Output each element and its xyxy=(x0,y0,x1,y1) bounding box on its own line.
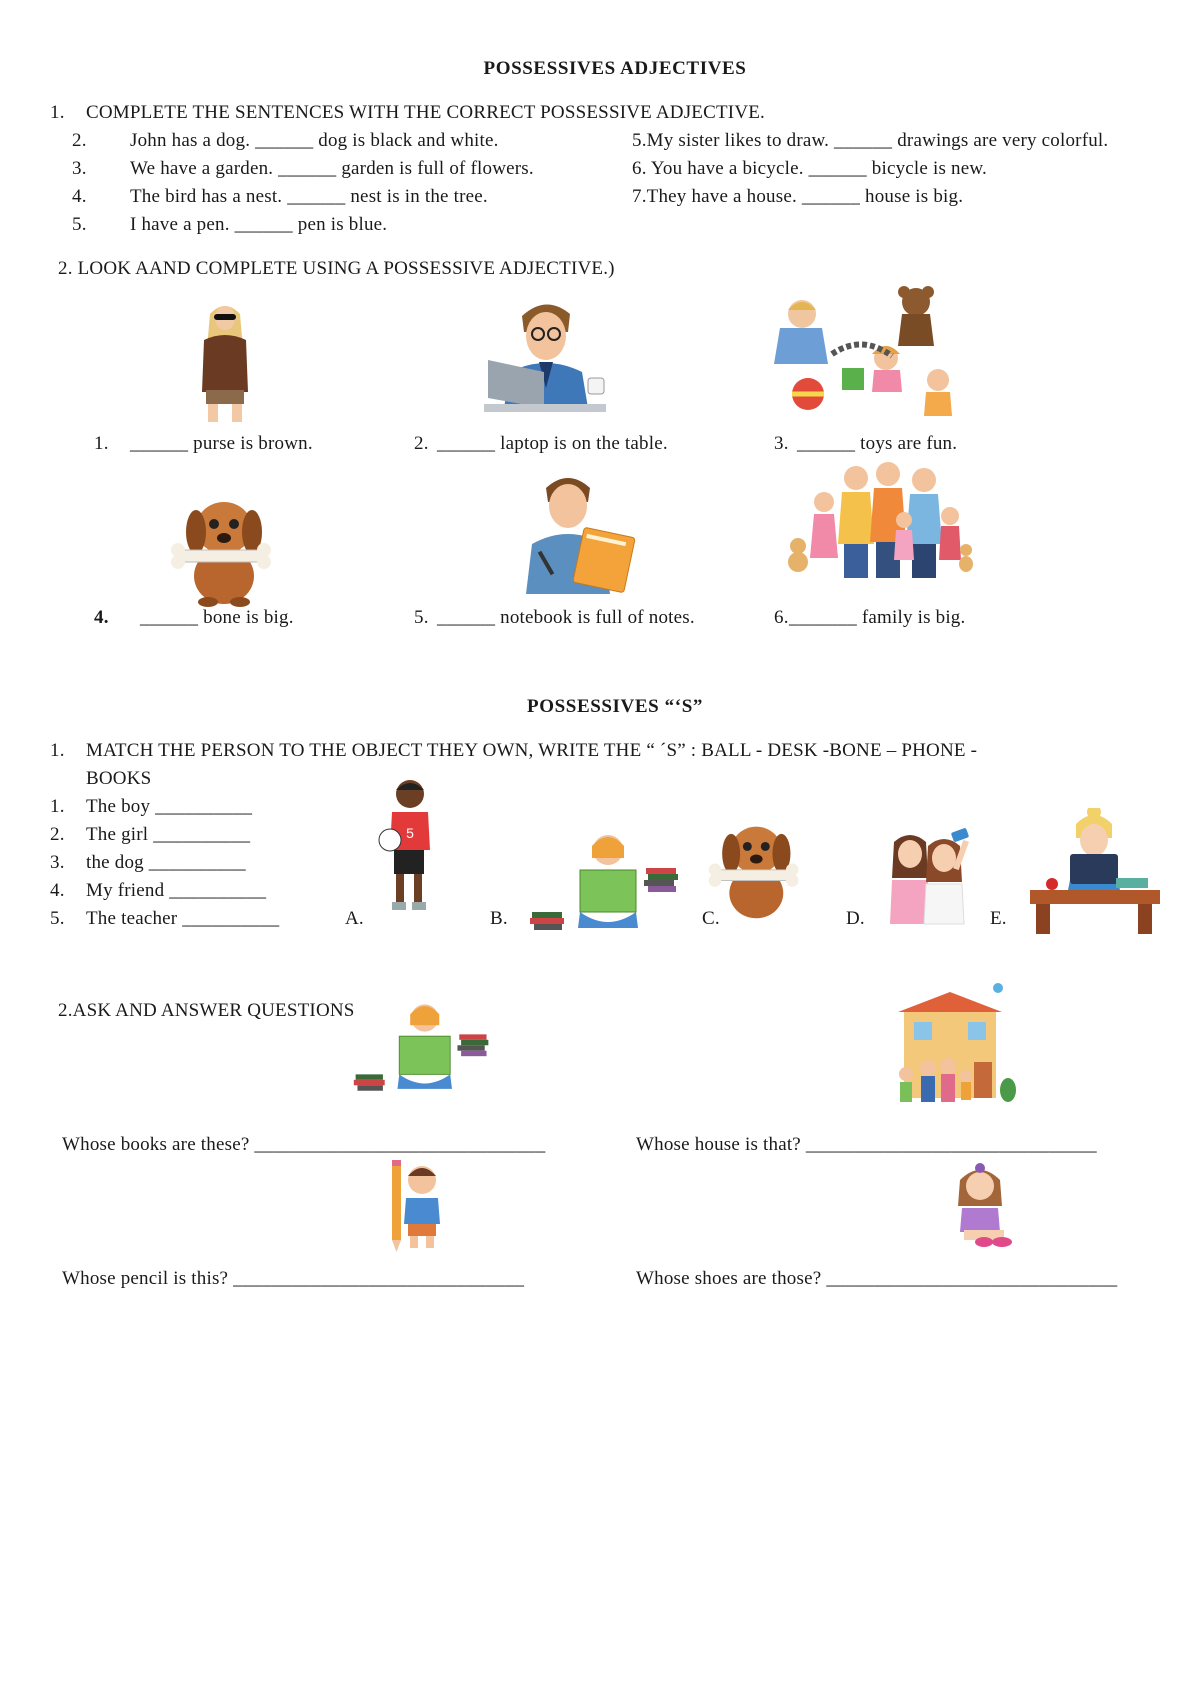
exercise-instruction-cont: BOOKS xyxy=(86,768,152,789)
question-whose-books: Whose books are these? ______________________________ xyxy=(62,1134,546,1155)
question-whose-pencil: Whose pencil is this? ______________________________ xyxy=(62,1268,525,1289)
list-item-number: 6. xyxy=(774,607,789,628)
girl-books-icon xyxy=(350,998,494,1098)
sentence-item: John has a dog. ______ dog is black and white. xyxy=(130,130,499,151)
exercise-instruction: MATCH THE PERSON TO THE OBJECT THEY OWN, WRITE THE “ ´S” : BALL - DESK -BONE – PHONE - xyxy=(86,740,978,761)
match-item: My friend __________ xyxy=(86,880,267,901)
list-item-number: 3. xyxy=(72,158,87,179)
man-laptop-icon xyxy=(484,298,614,422)
boy-ball-icon xyxy=(378,778,440,914)
list-item-number: 1. xyxy=(50,796,65,817)
question-whose-house: Whose house is that? ______________________________ xyxy=(636,1134,1097,1155)
list-item-number: 5. xyxy=(72,214,87,235)
picture-sentence: _______ family is big. xyxy=(789,607,966,628)
exercise-number: 1. xyxy=(50,102,65,123)
kids-toys-icon xyxy=(762,284,962,424)
picture-sentence: ______ purse is brown. xyxy=(130,433,313,454)
match-item: The boy __________ xyxy=(86,796,253,817)
sentence-item: 6. You have a bicycle. ______ bicycle is new. xyxy=(632,158,987,179)
list-item-number: 3. xyxy=(50,852,65,873)
picture-sentence: ______ toys are fun. xyxy=(797,433,958,454)
list-item-number: 2. xyxy=(50,824,65,845)
list-item-number: 3. xyxy=(774,433,789,454)
list-item-number: 2. xyxy=(414,433,429,454)
boy-pencil-icon xyxy=(388,1160,448,1252)
list-item-number: 4. xyxy=(94,607,109,628)
exercise-instruction: 2. LOOK AAND COMPLETE USING A POSSESSIVE ADJECTIVE.) xyxy=(58,258,615,279)
exercise-number: 1. xyxy=(50,740,65,761)
sentence-item: We have a garden. ______ garden is full of flowers. xyxy=(130,158,534,179)
picture-sentence: ______ bone is big. xyxy=(140,607,294,628)
option-letter: D. xyxy=(846,908,865,929)
exercise-instruction: 2.ASK AND ANSWER QUESTIONS xyxy=(58,1000,355,1021)
friends-selfie-icon xyxy=(886,828,974,926)
teacher-desk-icon xyxy=(1030,808,1160,936)
match-item: The teacher __________ xyxy=(86,908,280,929)
list-item-number: 1. xyxy=(94,433,109,454)
exercise-instruction: COMPLETE THE SENTENCES WITH THE CORRECT POSSESSIVE ADJECTIVE. xyxy=(86,102,765,123)
svg-text:5: 5 xyxy=(406,825,414,841)
puppy-bone-icon xyxy=(706,814,812,922)
woman-sunglasses-icon xyxy=(192,300,258,424)
sentence-item: 5.My sister likes to draw. ______ drawings are very colorful. xyxy=(632,130,1109,151)
list-item-number: 5. xyxy=(414,607,429,628)
option-letter: C. xyxy=(702,908,720,929)
puppy-bone-icon xyxy=(168,488,286,608)
list-item-number: 2. xyxy=(72,130,87,151)
option-letter: E. xyxy=(990,908,1007,929)
big-family-icon xyxy=(784,458,974,582)
sentence-item: I have a pen. ______ pen is blue. xyxy=(130,214,388,235)
list-item-number: 4. xyxy=(50,880,65,901)
girl-shoes-icon xyxy=(950,1162,1012,1248)
option-letter: A. xyxy=(345,908,364,929)
page-title: POSSESSIVES ADJECTIVES xyxy=(483,58,747,79)
match-item: The girl __________ xyxy=(86,824,251,845)
picture-sentence: ______ notebook is full of notes. xyxy=(437,607,695,628)
list-item-number: 5. xyxy=(50,908,65,929)
family-house-icon xyxy=(884,982,1016,1110)
match-item: the dog __________ xyxy=(86,852,246,873)
girl-books-icon xyxy=(526,828,684,938)
sentence-item: 7.They have a house. ______ house is big. xyxy=(632,186,964,207)
option-letter: B. xyxy=(490,908,508,929)
question-whose-shoes: Whose shoes are those? ______________________________ xyxy=(636,1268,1118,1289)
list-item-number: 4. xyxy=(72,186,87,207)
sentence-item: The bird has a nest. ______ nest is in the tree. xyxy=(130,186,488,207)
man-notebook-icon xyxy=(514,468,642,596)
section-title: POSSESSIVES “‘S” xyxy=(527,696,703,717)
picture-sentence: ______ laptop is on the table. xyxy=(437,433,668,454)
